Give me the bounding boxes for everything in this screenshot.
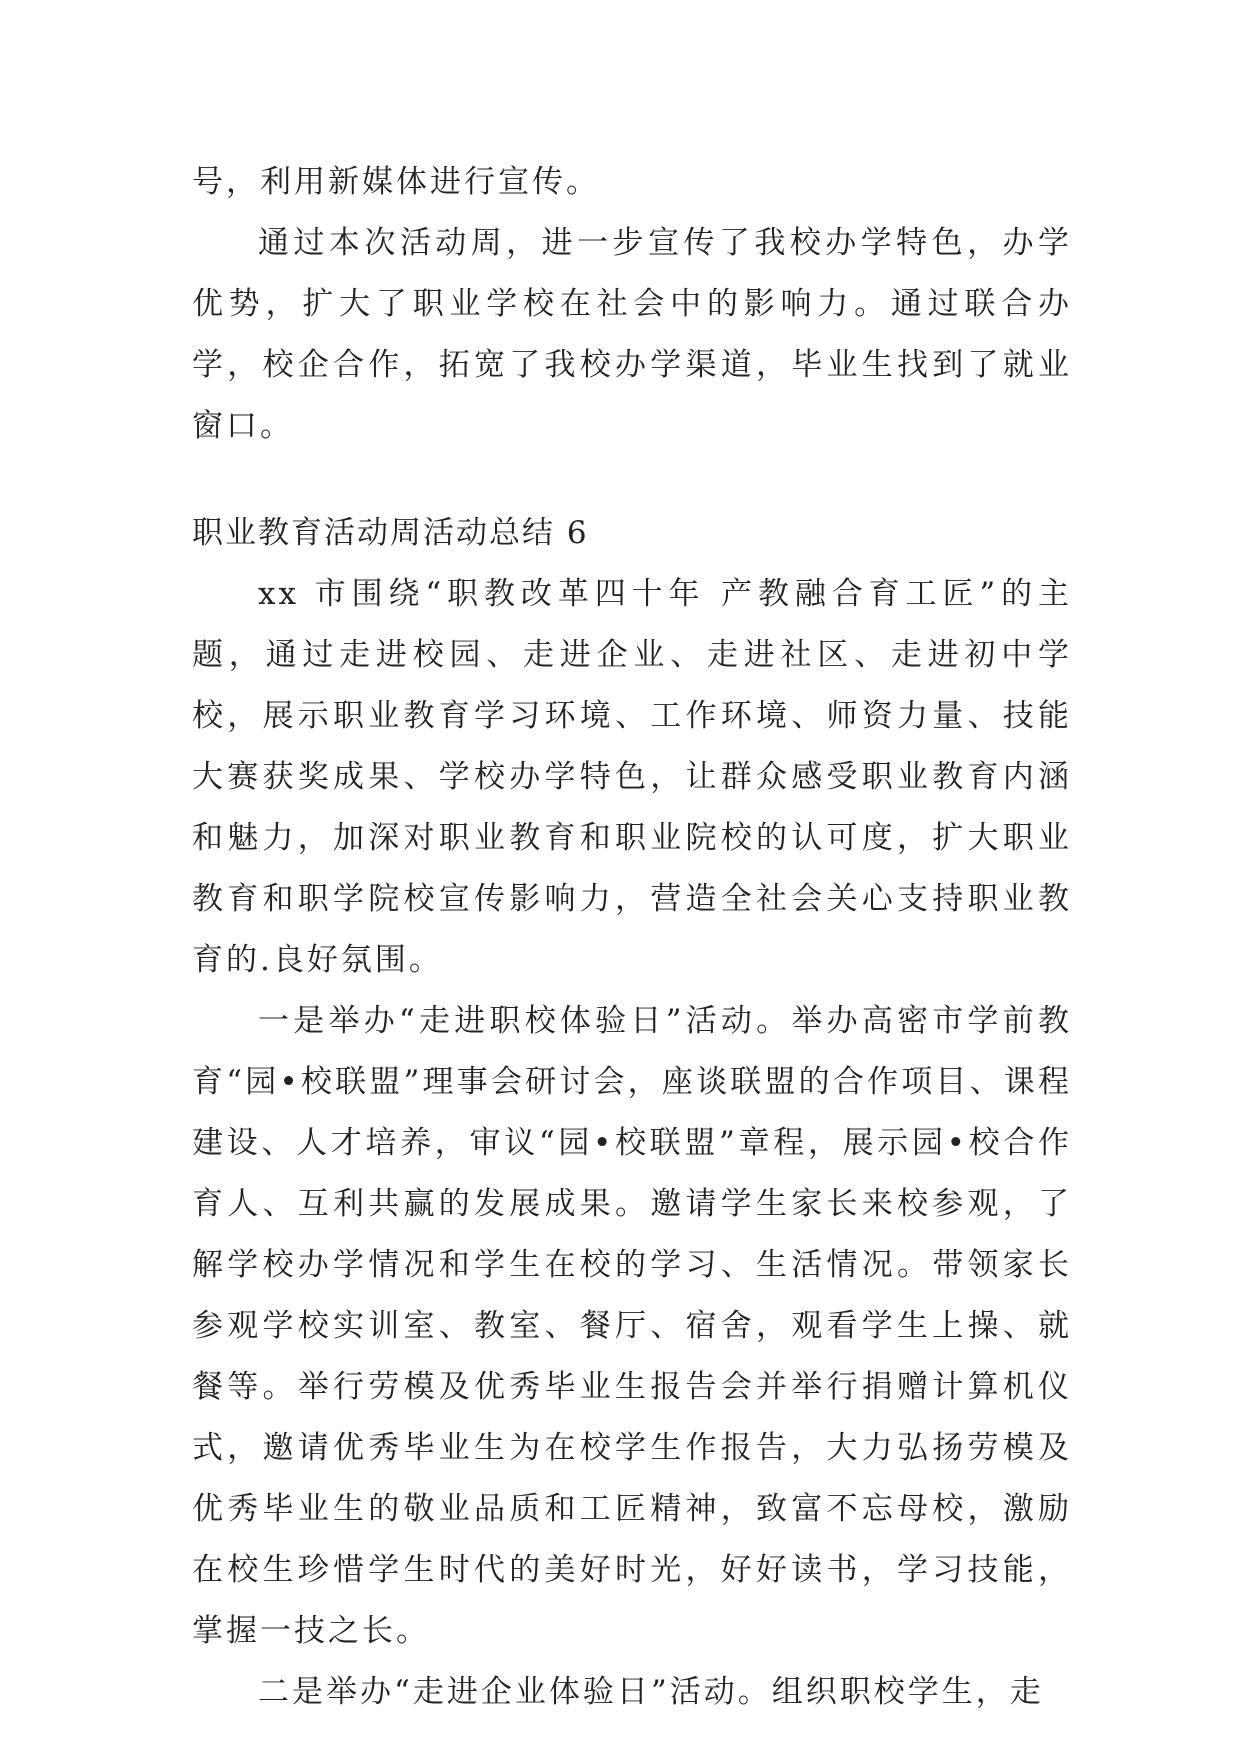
- paragraph-intro: xx 市围绕“职教改革四十年 产教融合育工匠”的主题，通过走进校园、走进企业、走进社区、走进初中学校，展示职业教育学习环境、工作环境、师资力量、技能大赛获奖成果、学校办学特色，让群众感受职业教育内涵和魅力，加深对职业教育和职业院校的认可度，扩大职业教育和职学院校宣传影响力，营造全社会关心支持职业教育的.良好氛围。: [192, 576, 1072, 978]
- document-body: [192, 152, 1072, 1723]
- paragraph-second-activity: 二是举办“走进企业体验日”活动。组织职校学生，走: [258, 1674, 1044, 1710]
- paragraph-continued: 号，利用新媒体进行宣传。: [192, 164, 600, 200]
- paragraph-first-activity: 一是举办“走进职校体验日”活动。举办高密市学前教育“园•校联盟”理事会研讨会，座谈联盟的合作项目、课程建设、人才培养，审议“园•校联盟”章程，展示园•校合作育人、互利共赢的发展成果。邀请学生家长来校参观，了解学校办学情况和学生在校的学习、生活情况。带领家长参观学校实训室、教室、餐厅、宿舍，观看学生上操、就餐等。举行劳模及优秀毕业生报告会并举行捐赠计算机仪式，邀请优秀毕业生为在校学生作报告，大力弘扬劳模及优秀毕业生的敬业品质和工匠精神，致富不忘母校，激励在校生珍惜学生时代的美好时光，好好读书，学习技能，掌握一技之长。: [192, 1003, 1072, 1649]
- section-heading: 职业教育活动周活动总结 6: [192, 515, 589, 551]
- paragraph-summary: 通过本次活动周，进一步宣传了我校办学特色，办学优势，扩大了职业学校在社会中的影响力。通过联合办学，校企合作，拓宽了我校办学渠道，毕业生找到了就业窗口。: [192, 225, 1072, 444]
